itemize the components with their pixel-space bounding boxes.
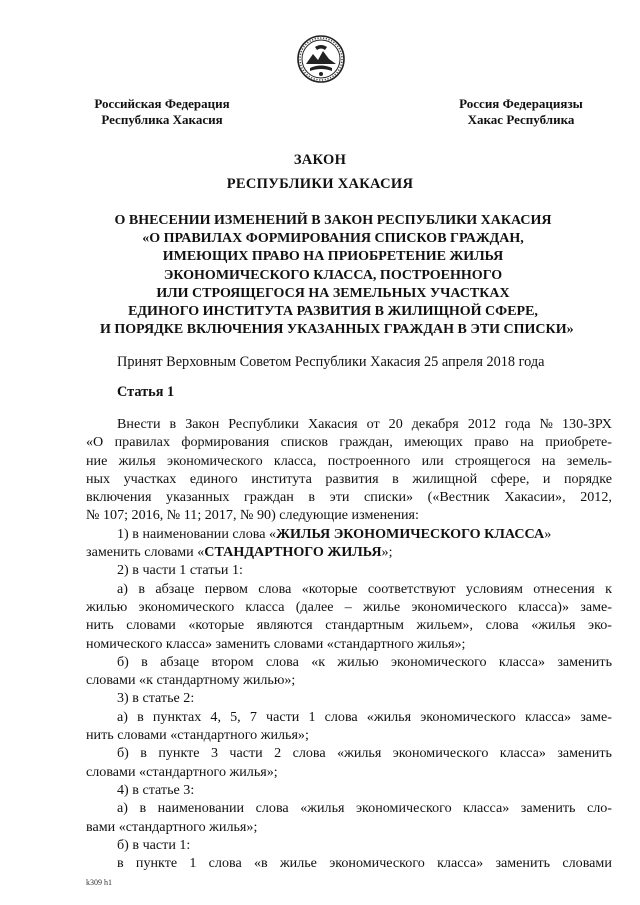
footer-document-code: k309 h1: [86, 878, 112, 887]
subject-line: ЕДИНОГО ИНСТИТУТА РАЗВИТИЯ В ЖИЛИЩНОЙ СФЕРЕ,: [128, 304, 538, 320]
amendment-item-3: 3) в статье 2:: [117, 690, 195, 707]
body-line: нить словами «которые являются стандартным жильем», слова «жилья эко-: [86, 617, 612, 634]
body-line: а) в наименовании слова «жилья экономического класса» заменить сло-: [117, 800, 612, 817]
body-line: б) в части 1:: [117, 836, 191, 853]
body-line: б) в пункте 3 части 2 слова «жилья экономического класса» заменить: [117, 745, 612, 762]
coat-of-arms-emblem: [296, 34, 346, 84]
header-left-country: Российская Федерация: [94, 96, 230, 111]
adoption-statement: Принят Верховным Советом Республики Хакасия 25 апреля 2018 года: [117, 354, 545, 370]
subject-line: И ПОРЯДКЕ ВКЛЮЧЕНИЯ УКАЗАННЫХ ГРАЖДАН В ЭТИ СПИСКИ»: [100, 322, 574, 338]
subject-line: ИЛИ СТРОЯЩЕГОСЯ НА ЗЕМЕЛЬНЫХ УЧАСТКАХ: [156, 285, 510, 301]
body-line: ние жилья экономического класса, построенного или строящегося на земель-: [86, 452, 612, 469]
header-right-republic: Хакас Республика: [467, 112, 575, 127]
body-line: словами «стандартного жилья»;: [86, 763, 278, 780]
subject-line: ЭКОНОМИЧЕСКОГО КЛАССА, ПОСТРОЕННОГО: [163, 267, 503, 283]
amendment-item-1-cont: заменить словами « СТАНДАРТНОГО ЖИЛЬЯ »;: [86, 544, 393, 561]
body-line: включения указанных граждан в эти списки» («Вестник Хакасии», 2012,: [86, 489, 612, 506]
subject-line: ИМЕЮЩИХ ПРАВО НА ПРИОБРЕТЕНИЕ ЖИЛЬЯ: [162, 249, 504, 265]
document-type-title: ЗАКОН: [293, 152, 347, 168]
header-left-block: [92, 96, 232, 128]
body-line: б) в абзаце втором слова «к жилью экономического класса» заменить: [117, 653, 612, 670]
body-line: словами «к стандартному жилью»;: [86, 672, 296, 689]
document-issuer-title: РЕСПУБЛИКИ ХАКАСИЯ: [226, 176, 414, 192]
body-line: а) в пунктах 4, 5, 7 части 1 слова «жилья экономического класса» заме-: [117, 708, 612, 725]
body-line: номического класса» заменить словами «стандартного жилья»;: [86, 635, 466, 652]
body-line: вами «стандартного жилья»;: [86, 818, 258, 835]
new-title-text: СТАНДАРТНОГО ЖИЛЬЯ: [204, 544, 382, 561]
body-line: «О правилах формирования списков граждан, имеющих право на приобрете-: [86, 434, 612, 451]
amendment-item-4: 4) в статье 3:: [117, 781, 195, 798]
header-right-block: [446, 96, 596, 128]
subject-line: «О ПРАВИЛАХ ФОРМИРОВАНИЯ СПИСКОВ ГРАЖДАН,: [142, 231, 524, 247]
body-line: в пункте 1 слова «в жилье экономического класса» заменить словами: [117, 855, 612, 872]
header-right-country: Россия Федерациязы: [459, 96, 583, 111]
amendment-item-2: 2) в части 1 статьи 1:: [117, 562, 243, 579]
subject-line: О ВНЕСЕНИИ ИЗМЕНЕНИЙ В ЗАКОН РЕСПУБЛИКИ ХАКАСИЯ: [114, 213, 552, 228]
body-line: а) в абзаце первом слова «которые соответствуют условиям отнесения к: [117, 580, 612, 597]
law-subject-heading: [100, 212, 574, 339]
body-line: № 107; 2016, № 11; 2017, № 90) следующие изменения:: [86, 507, 419, 524]
body-line: Внести в Закон Республики Хакасия от 20 декабря 2012 года № 130-ЗРХ: [117, 416, 612, 432]
body-line: нить словами «стандартного жилья»;: [86, 727, 309, 744]
amendment-item-1: 1) в наименовании слова « ЖИЛЬЯ ЭКОНОМИЧЕСКОГО КЛАССА »: [117, 525, 552, 542]
header-left-republic: Республика Хакасия: [101, 112, 223, 127]
article-heading: Статья 1: [117, 384, 175, 400]
old-title-text: ЖИЛЬЯ ЭКОНОМИЧЕСКОГО КЛАССА: [276, 525, 545, 542]
body-line: жилью экономического класса (далее – жилье экономического класса)» заме-: [86, 598, 612, 615]
article-body: [86, 415, 612, 872]
body-line: ных участках единого института развития в жилищной сфере, и порядке: [86, 470, 612, 487]
